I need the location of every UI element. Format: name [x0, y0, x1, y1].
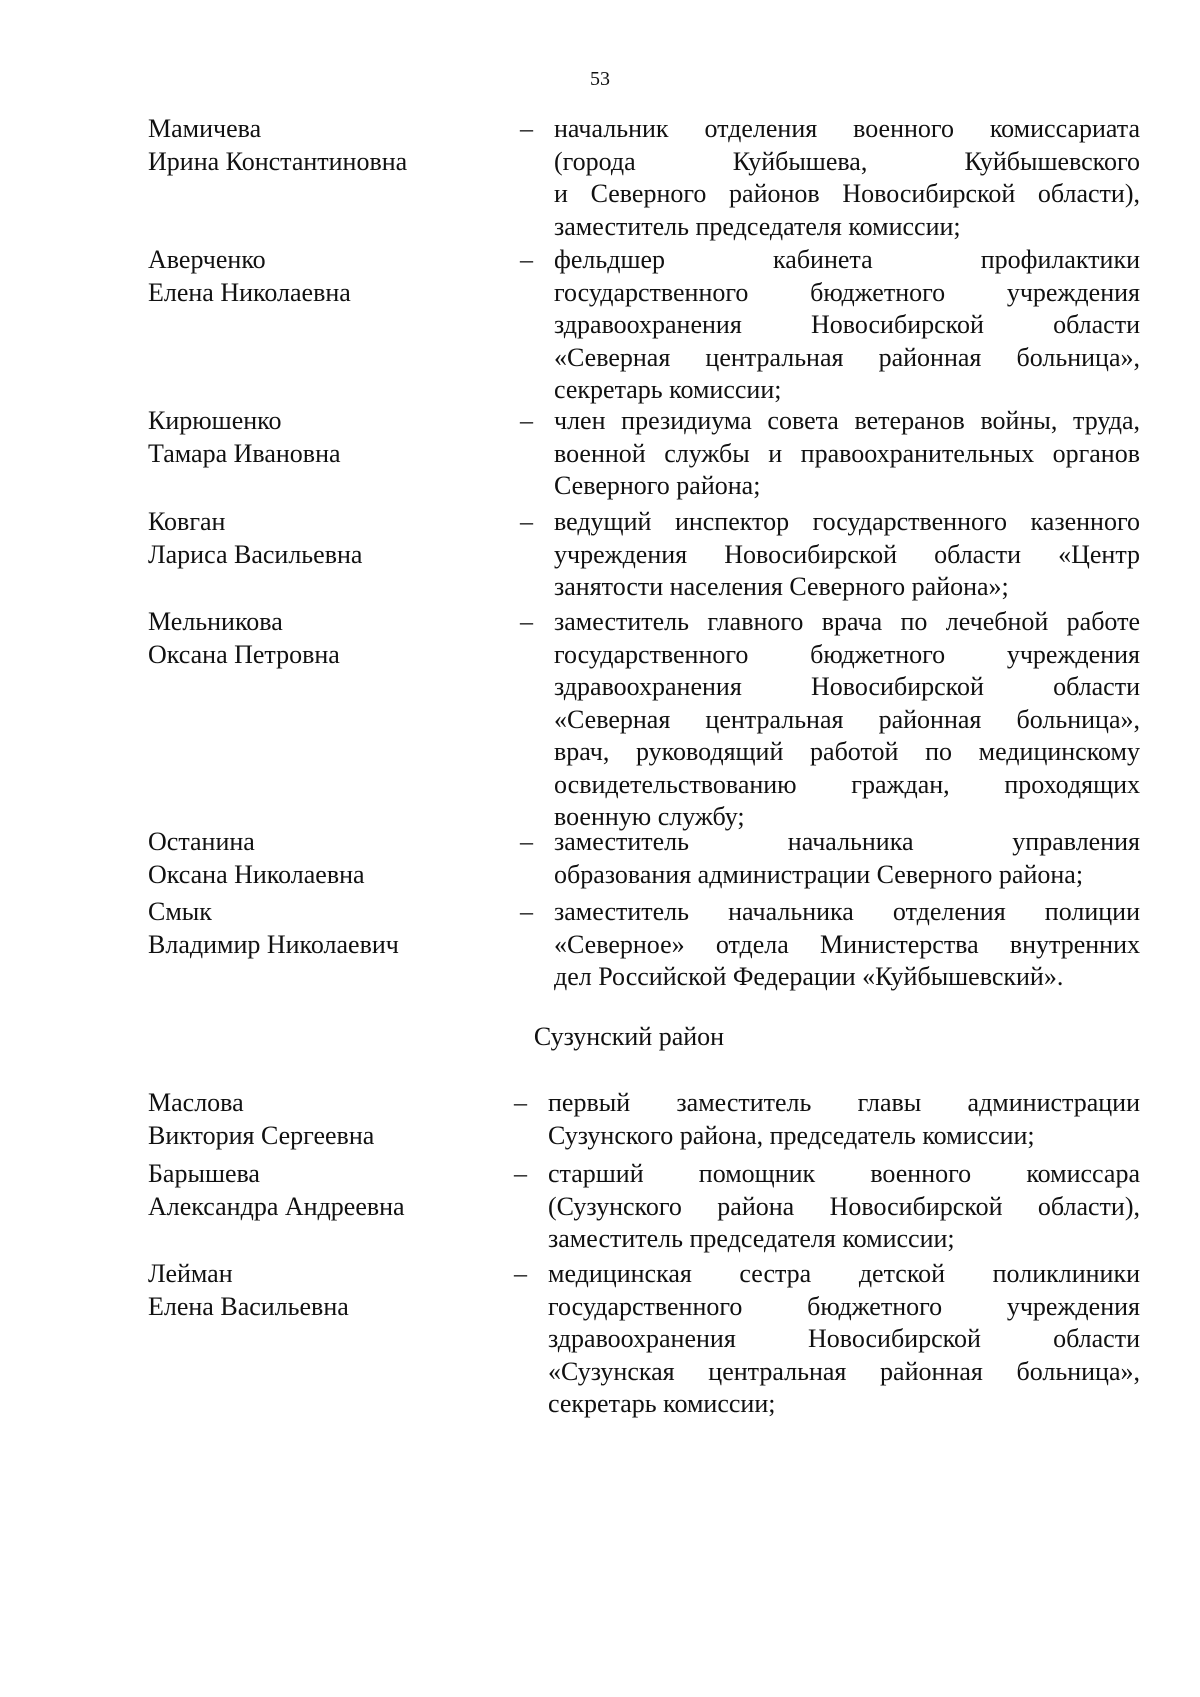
member-position — [554, 113, 1140, 243]
member-given-names: Виктория Сергеевна — [148, 1120, 375, 1150]
member-given-names: Елена Васильевна — [148, 1291, 349, 1321]
member-row — [0, 405, 1200, 503]
position-line: врач, руководящий работой по медицинскому — [554, 737, 1140, 766]
member-name — [148, 826, 508, 891]
member-row — [0, 1258, 1200, 1421]
position-line: Северного района; — [554, 471, 761, 500]
position-line: государственного бюджетного учреждения — [554, 277, 1140, 307]
member-surname: Мельникова — [148, 607, 283, 636]
position-line: «Северная центральная районная больница», — [554, 342, 1140, 372]
position-line: медицинская сестра детской поликлиники — [548, 1259, 1140, 1288]
position-line: Сузунского района, председатель комиссии; — [548, 1120, 1035, 1150]
page-number: 53 — [590, 68, 610, 90]
section-heading: Сузунский район — [533, 1022, 725, 1051]
position-line: заместитель председателя комиссии; — [554, 211, 961, 241]
member-given-names: Оксана Николаевна — [148, 859, 365, 889]
position-line: начальник отделения военного комиссариата — [554, 114, 1140, 143]
dash-separator: – — [514, 1159, 527, 1188]
position-line: (Сузунского района Новосибирской области), — [548, 1191, 1140, 1221]
position-line: здравоохранения Новосибирской области — [554, 310, 1140, 339]
member-surname: Маслова — [148, 1088, 244, 1117]
member-given-names: Тамара Ивановна — [148, 438, 341, 468]
member-position — [548, 1087, 1140, 1152]
position-line: учреждения Новосибирской области «Центр — [554, 539, 1140, 569]
member-position — [554, 896, 1140, 994]
dash-separator: – — [520, 607, 533, 636]
member-given-names: Оксана Петровна — [148, 639, 340, 669]
position-line: заместитель председателя комиссии; — [548, 1224, 955, 1253]
member-given-names: Елена Николаевна — [148, 277, 351, 307]
member-position — [554, 826, 1140, 891]
member-name — [148, 606, 508, 671]
member-name — [148, 244, 508, 309]
member-position — [548, 1158, 1140, 1256]
dash-separator: – — [520, 406, 533, 435]
position-line: «Северное» отдела Министерства внутренних — [554, 929, 1140, 959]
position-line: государственного бюджетного учреждения — [548, 1291, 1140, 1321]
member-row — [0, 506, 1200, 604]
member-surname: Кирюшенко — [148, 406, 282, 435]
position-line: военной службы и правоохранительных органов — [554, 438, 1140, 468]
member-row — [0, 1158, 1200, 1256]
position-line: фельдшер кабинета профилактики — [554, 245, 1140, 274]
member-name — [148, 1258, 508, 1323]
position-line: освидетельствованию граждан, проходящих — [554, 769, 1140, 799]
position-line: занятости населения Северного района»; — [554, 572, 1009, 601]
position-line: здравоохранения Новосибирской области — [548, 1324, 1140, 1353]
dash-separator: – — [520, 827, 533, 856]
member-position — [554, 244, 1140, 407]
member-given-names: Владимир Николаевич — [148, 929, 399, 959]
member-name — [148, 896, 508, 961]
dash-separator: – — [520, 897, 533, 926]
member-surname: Барышева — [148, 1159, 260, 1188]
position-line: заместитель начальника отделения полиции — [554, 897, 1140, 926]
member-row — [0, 244, 1200, 407]
position-line: и Северного районов Новосибирской области), — [554, 179, 1140, 208]
member-surname: Ковган — [148, 507, 226, 536]
member-surname: Мамичева — [148, 114, 262, 143]
position-line: здравоохранения Новосибирской области — [554, 672, 1140, 701]
dash-separator: – — [520, 507, 533, 536]
member-name — [148, 1158, 508, 1223]
member-row — [0, 896, 1200, 994]
position-line: «Северная центральная районная больница», — [554, 704, 1140, 734]
position-line: старший помощник военного комиссара — [548, 1159, 1140, 1188]
position-line: государственного бюджетного учреждения — [554, 639, 1140, 669]
dash-separator: – — [520, 114, 533, 143]
member-row — [0, 606, 1200, 834]
member-surname: Смык — [148, 897, 212, 926]
position-line: образования администрации Северного района; — [554, 859, 1084, 889]
member-row — [0, 1087, 1200, 1152]
position-line: первый заместитель главы администрации — [548, 1088, 1140, 1117]
position-line: «Сузунская центральная районная больница», — [548, 1356, 1140, 1386]
member-position — [554, 606, 1140, 834]
member-given-names: Александра Андреевна — [148, 1191, 405, 1221]
member-row — [0, 113, 1200, 243]
member-surname: Останина — [148, 827, 255, 856]
member-given-names: Лариса Васильевна — [148, 539, 363, 569]
position-line: ведущий инспектор государственного казенного — [554, 507, 1140, 536]
position-line: заместитель начальника управления — [554, 827, 1140, 856]
member-name — [148, 1087, 508, 1152]
position-line: (города Куйбышева, Куйбышевского — [554, 146, 1140, 176]
position-line: заместитель главного врача по лечебной работе — [554, 607, 1140, 636]
position-line: дел Российской Федерации «Куйбышевский». — [554, 962, 1064, 991]
member-given-names: Ирина Константиновна — [148, 146, 408, 176]
member-name — [148, 506, 508, 571]
member-position — [548, 1258, 1140, 1421]
member-name — [148, 113, 508, 178]
member-position — [554, 405, 1140, 503]
member-name — [148, 405, 508, 470]
dash-separator: – — [520, 245, 533, 274]
position-line: военную службу; — [554, 802, 745, 831]
position-line: член президиума совета ветеранов войны, труда, — [554, 406, 1140, 435]
member-row — [0, 826, 1200, 891]
member-position — [554, 506, 1140, 604]
position-line: секретарь комиссии; — [548, 1389, 776, 1418]
position-line: секретарь комиссии; — [554, 375, 782, 404]
dash-separator: – — [514, 1088, 527, 1117]
member-surname: Лейман — [148, 1259, 233, 1288]
dash-separator: – — [514, 1259, 527, 1288]
member-surname: Аверченко — [148, 245, 266, 274]
